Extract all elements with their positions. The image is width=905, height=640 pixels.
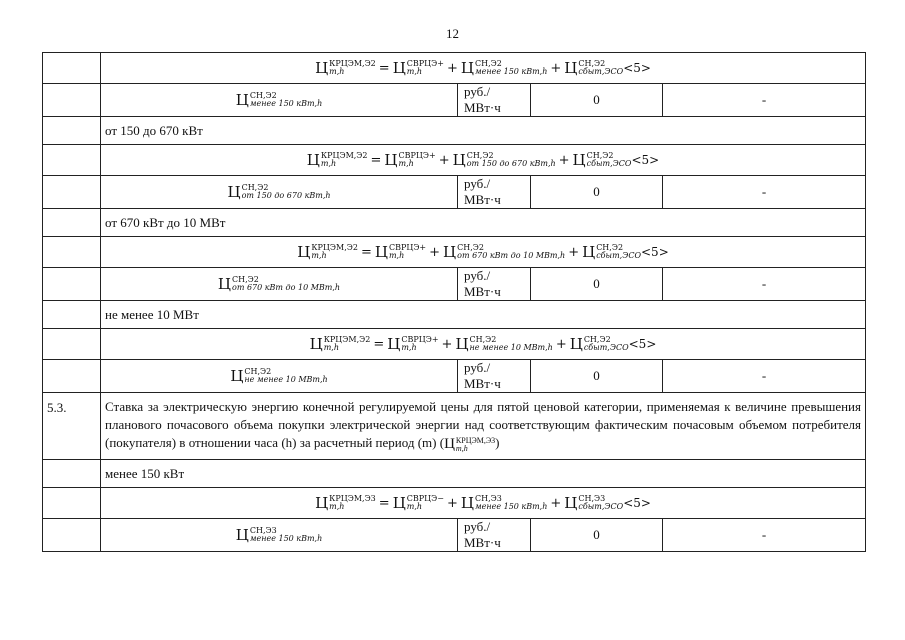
subscript: m,h (398, 159, 414, 168)
value-cell: 0 (531, 360, 663, 393)
subscript: m,h (388, 251, 405, 260)
symbol: Ц (443, 243, 457, 261)
symbol: Ц (564, 59, 578, 77)
superscript: СВРЦЭ− (406, 494, 444, 503)
formula-cell: Ц КРЦЭМ,Э2 m,h = Ц СВРЦЭ+ m,h + Ц СН,Э2 менее 150 кВт,h + Ц СН,Э2 сбыт,ЭСО <5> (101, 53, 866, 84)
superscript: СН,Э2 (578, 59, 606, 68)
symbol: Ц (460, 494, 474, 512)
superscript: СН,Э2 (466, 151, 494, 160)
subscript: менее 150 кВт,h (249, 534, 323, 543)
range-label-row-2 (43, 117, 866, 145)
symbol: Ц (306, 151, 320, 169)
value-row-1 (43, 84, 866, 117)
num-cell (43, 268, 101, 301)
superscript: СВРЦЭ+ (406, 59, 444, 68)
superscript: СН,Э2 (583, 335, 611, 344)
subscript: от 150 до 670 кВт,h (241, 191, 331, 200)
symbol: Ц (315, 59, 329, 77)
num-cell (43, 145, 101, 176)
symbol: Ц (309, 335, 323, 353)
symbol: Ц (452, 151, 466, 169)
symbol: Ц (374, 243, 388, 261)
formula-row-3 (43, 237, 866, 268)
subscript: сбыт,ЭСО (578, 502, 624, 511)
tariff-table (42, 52, 866, 552)
num-cell (43, 460, 101, 488)
unit-cell: руб./ МВт·ч (458, 84, 531, 117)
superscript: КРЦЭМ,Э3 (455, 435, 496, 445)
formula-row-1 (43, 53, 866, 84)
variable-cell (101, 360, 458, 393)
item-row-5-3 (43, 393, 866, 460)
value-row-2 (43, 176, 866, 209)
superscript: КРЦЭМ,Э3 (329, 494, 376, 503)
superscript: СН,Э2 (244, 367, 272, 376)
symbol: Ц (227, 183, 241, 201)
superscript: СН,Э3 (249, 526, 277, 535)
subscript: m,h (406, 502, 423, 511)
subscript: m,h (323, 343, 339, 352)
symbol: Ц (582, 243, 596, 261)
label-cell: от 150 до 670 кВт (101, 117, 866, 145)
variable-cell (101, 176, 458, 209)
superscript: КРЦЭМ,Э2 (311, 243, 358, 252)
num-cell (43, 488, 101, 519)
formula-cell: Ц КРЦЭМ,Э2 m,h = Ц СВРЦЭ+ m,h + Ц СН,Э2 от 150 до 670 кВт,h + Ц СН,Э2 сбыт,ЭСО <5> (101, 145, 866, 176)
symbol: Ц (230, 367, 244, 385)
symbol: Ц (564, 494, 578, 512)
symbol: Ц (235, 91, 249, 109)
unit-cell: руб./ МВт·ч (458, 176, 531, 209)
symbol: Ц (315, 494, 329, 512)
label-cell: не менее 10 МВт (101, 301, 866, 329)
subscript: от 150 до 670 кВт,h (466, 159, 556, 168)
symbol: Ц (569, 335, 583, 353)
value2-cell: - (663, 176, 866, 209)
subscript: m,h (406, 67, 423, 76)
symbol: Ц (217, 275, 232, 293)
subscript: не менее 10 МВт,h (469, 343, 553, 352)
label-cell: от 670 кВт до 10 МВт (101, 209, 866, 237)
footnote-ref: <5> (631, 153, 660, 167)
value-cell: 0 (531, 84, 663, 117)
value-cell: 0 (531, 268, 663, 301)
value-cell: 0 (531, 519, 663, 552)
formula-cell: Ц КРЦЭМ,Э2 m,h = Ц СВРЦЭ+ m,h + Ц СН,Э2 не менее 10 МВт,h + Ц СН,Э2 сбыт,ЭСО <5> (101, 329, 866, 360)
num-cell (43, 209, 101, 237)
subscript: сбыт,ЭСО (586, 159, 632, 168)
value-row-4 (43, 360, 866, 393)
subscript: менее 150 кВт,h (474, 67, 548, 76)
superscript: СН,Э3 (474, 494, 502, 503)
superscript: СН,Э2 (469, 335, 497, 344)
range-label-row-5 (43, 460, 866, 488)
value2-cell: - (663, 84, 866, 117)
subscript: m,h (311, 251, 327, 260)
subscript: менее 150 кВт,h (474, 502, 548, 511)
subscript: сбыт,ЭСО (578, 67, 624, 76)
subscript: m,h (320, 159, 337, 168)
superscript: СН,Э3 (578, 494, 606, 503)
superscript: СВРЦЭ+ (388, 243, 427, 252)
num-cell (43, 237, 101, 268)
symbol: Ц (444, 436, 455, 453)
page-number: 12 (446, 26, 459, 41)
range-label-row-4 (43, 301, 866, 329)
value2-cell: - (663, 360, 866, 393)
unit-cell: руб./ МВт·ч (458, 519, 531, 552)
num-cell (43, 53, 101, 84)
value-cell: 0 (531, 176, 663, 209)
num-cell (43, 176, 101, 209)
value2-cell: - (663, 519, 866, 552)
superscript: СН,Э2 (474, 59, 502, 68)
superscript: СН,Э2 (596, 243, 624, 252)
num-cell (43, 519, 101, 552)
formula-row-5 (43, 488, 866, 519)
footnote-ref: <5> (623, 496, 651, 510)
symbol: Ц (455, 335, 469, 353)
label-cell: менее 150 кВт (101, 460, 866, 488)
num-cell (43, 84, 101, 117)
num-cell (43, 329, 101, 360)
num-cell (43, 301, 101, 329)
subscript: менее 150 кВт,h (249, 99, 323, 108)
superscript: СН,Э2 (241, 183, 269, 192)
unit-cell: руб./ МВт·ч (458, 268, 531, 301)
subscript: от 670 кВт до 10 МВт,h (232, 283, 341, 292)
num-cell (43, 360, 101, 393)
formula-row-2 (43, 145, 866, 176)
formula-row-4 (43, 329, 866, 360)
symbol: Ц (572, 151, 586, 169)
formula-cell: Ц КРЦЭМ,Э3 m,h = Ц СВРЦЭ− m,h + Ц СН,Э3 менее 150 кВт,h + Ц СН,Э3 сбыт,ЭСО <5> (101, 488, 866, 519)
superscript: КРЦЭМ,Э2 (329, 59, 376, 68)
subscript: сбыт,ЭСО (583, 343, 629, 352)
superscript: СВРЦЭ+ (401, 335, 439, 344)
variable-cell (101, 84, 458, 117)
item-description: Ставка за электрическую энергию конечной регулируемой цены для пятой ценовой категории, применяемая к величине превышения планового почасового объема покупки электрической энергии над соответствующим фактическим почасовым объемом потребителя (покупателя) в отношении часа (h) за расчетный период (m) (Ц КРЦЭМ,Э3 m,h ) (101, 393, 866, 460)
num-cell (43, 117, 101, 145)
footnote-ref: <5> (628, 337, 657, 351)
value2-cell: - (663, 268, 866, 301)
unit-cell: руб./ МВт·ч (458, 360, 531, 393)
value-row-5 (43, 519, 866, 552)
symbol: Ц (297, 243, 311, 261)
item-number: 5.3. (43, 393, 101, 460)
variable-cell (101, 268, 458, 301)
footnote-ref: <5> (641, 245, 669, 259)
symbol: Ц (384, 151, 398, 169)
superscript: СН,Э2 (586, 151, 614, 160)
subscript: не менее 10 МВт,h (244, 375, 328, 384)
subscript: сбыт,ЭСО (596, 251, 641, 260)
subscript: m,h (329, 67, 345, 76)
footnote-ref: <5> (623, 61, 651, 75)
superscript: СН,Э2 (457, 243, 484, 252)
formula-cell: Ц КРЦЭМ,Э2 m,h = Ц СВРЦЭ+ m,h + Ц СН,Э2 от 670 кВт до 10 МВт,h + Ц СН,Э2 сбыт,ЭСО <5> (101, 237, 866, 268)
symbol: Ц (387, 335, 401, 353)
subscript: от 670 кВт до 10 МВт,h (457, 251, 566, 260)
subscript: m,h (401, 343, 417, 352)
superscript: СВРЦЭ+ (398, 151, 436, 160)
symbol: Ц (392, 494, 406, 512)
range-label-row-3 (43, 209, 866, 237)
superscript: СН,Э2 (249, 91, 277, 100)
value-row-3 (43, 268, 866, 301)
superscript: КРЦЭМ,Э2 (323, 335, 371, 344)
subscript: m,h (329, 502, 345, 511)
symbol: Ц (392, 59, 406, 77)
symbol: Ц (460, 59, 474, 77)
variable-cell (101, 519, 458, 552)
superscript: СН,Э2 (232, 275, 259, 284)
symbol: Ц (235, 526, 249, 544)
superscript: КРЦЭМ,Э2 (320, 151, 368, 160)
subscript: m,h (455, 443, 468, 453)
